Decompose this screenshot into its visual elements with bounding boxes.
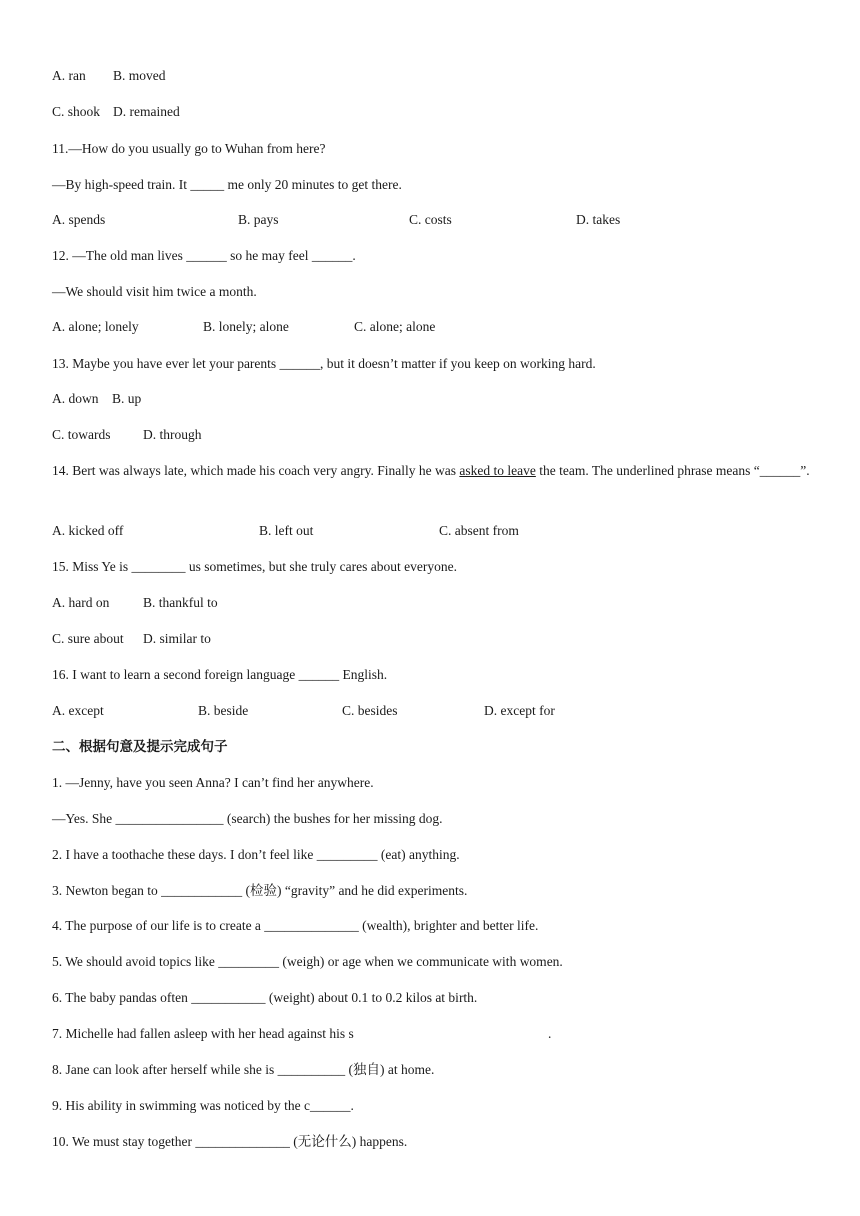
s2-sentence: 2. I have a toothache these days. I don’t feel like _________ (eat) anything. xyxy=(52,847,460,862)
q14-option-c: C. absent from xyxy=(439,523,519,538)
s10-sentence: 10. We must stay together ______________ (无论什么) happens. xyxy=(52,1134,408,1149)
q14-text-after: the team. The underlined phrase means “______”. xyxy=(535,463,810,478)
s6-sentence: 6. The baby pandas often ___________ (weight) about 0.1 to 0.2 kilos at birth. xyxy=(52,990,478,1005)
s1-answer: —Yes. She ________________ (search) the bushes for her missing dog. xyxy=(52,811,443,826)
q13-option-c: C. towards xyxy=(52,427,111,442)
q14-option-a: A. kicked off xyxy=(52,523,124,538)
q14-option-b: B. left out xyxy=(259,523,314,538)
q13-option-b: B. up xyxy=(112,391,142,406)
q13-question: 13. Maybe you have ever let your parents ______, but it doesn’t matter if you keep on working hard. xyxy=(52,356,596,371)
q14-text-before: 14. Bert was always late, which made his coach very angry. Finally he was xyxy=(52,463,460,478)
s3-sentence: 3. Newton began to ____________ (检验) “gravity” and he did experiments. xyxy=(52,883,468,898)
q16-option-a: A. except xyxy=(52,703,104,718)
q10-option-d: D. remained xyxy=(113,104,180,119)
section-heading: 二、根据句意及提示完成句子 xyxy=(52,739,228,755)
s5-sentence: 5. We should avoid topics like _________ (weigh) or age when we communicate with women. xyxy=(52,954,563,969)
s1-question: 1. —Jenny, have you seen Anna? I can’t find her anywhere. xyxy=(52,775,374,790)
q15-question: 15. Miss Ye is ________ us sometimes, but she truly cares about everyone. xyxy=(52,559,457,574)
q12-answer: —We should visit him twice a month. xyxy=(52,284,257,299)
q12-question: 12. —The old man lives ______ so he may feel ______. xyxy=(52,248,356,263)
q15-option-a: A. hard on xyxy=(52,595,110,610)
q15-option-b: B. thankful to xyxy=(143,595,218,610)
s9-sentence: 9. His ability in swimming was noticed by the c______. xyxy=(52,1098,354,1113)
s7-sentence: 7. Michelle had fallen asleep with her head against his s xyxy=(52,1026,354,1041)
q12-option-a: A. alone; lonely xyxy=(52,319,139,334)
q11-option-c: C. costs xyxy=(409,212,452,227)
q14-question xyxy=(52,459,812,483)
q16-option-c: C. besides xyxy=(342,703,398,718)
q11-option-a: A. spends xyxy=(52,212,106,227)
q10-option-a: A. ran xyxy=(52,68,86,83)
s7-end-period: . xyxy=(548,1026,552,1041)
q12-option-c: C. alone; alone xyxy=(354,319,436,334)
q16-question: 16. I want to learn a second foreign language ______ English. xyxy=(52,667,388,682)
q13-option-d: D. through xyxy=(143,427,202,442)
q15-option-d: D. similar to xyxy=(143,631,211,646)
q15-option-c: C. sure about xyxy=(52,631,124,646)
q16-option-d: D. except for xyxy=(484,703,555,718)
q13-option-a: A. down xyxy=(52,391,99,406)
q10-option-c: C. shook xyxy=(52,104,101,119)
q16-option-b: B. beside xyxy=(198,703,249,718)
q14-underlined-phrase: asked to leave xyxy=(459,463,536,478)
s4-sentence: 4. The purpose of our life is to create a ______________ (wealth), brighter and better life. xyxy=(52,918,539,933)
q12-option-b: B. lonely; alone xyxy=(203,319,289,334)
q10-option-b: B. moved xyxy=(113,68,166,83)
q11-option-d: D. takes xyxy=(576,212,621,227)
q11-answer: —By high-speed train. It _____ me only 20 minutes to get there. xyxy=(52,177,402,192)
q11-option-b: B. pays xyxy=(238,212,279,227)
q11-question: 11.—How do you usually go to Wuhan from here? xyxy=(52,141,326,156)
s8-sentence: 8. Jane can look after herself while she is __________ (独自) at home. xyxy=(52,1062,435,1077)
